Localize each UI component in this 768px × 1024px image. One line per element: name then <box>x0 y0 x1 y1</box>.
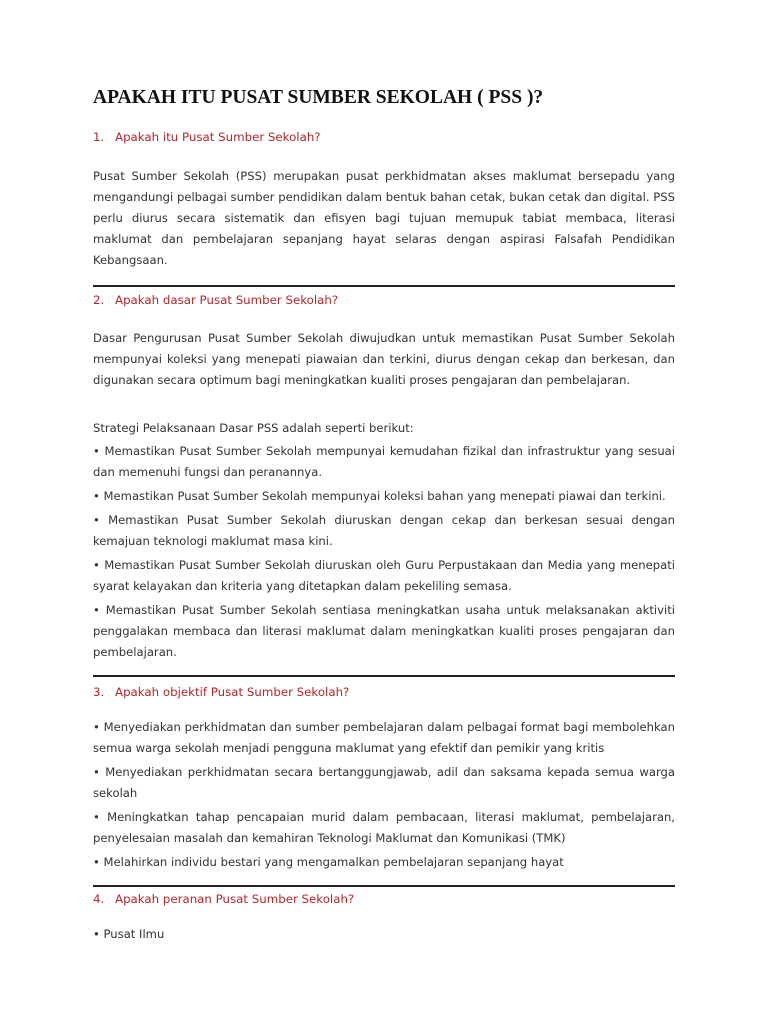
section-3-number: 3. <box>93 685 105 699</box>
section-2-bullet: • Memastikan Pusat Sumber Sekolah diuruskan oleh Guru Perpustakaan dan Media yang menepati syarat kelayakan dan kriteria yang ditetapkan dalam pekeliling semasa. <box>93 558 675 593</box>
section-2-bullet: • Memastikan Pusat Sumber Sekolah mempunyai kemudahan fizikal dan infrastruktur yang sesuai dan memenuhi fungsi dan peranannya. <box>93 444 675 479</box>
section-1-paragraph: Pusat Sumber Sekolah (PSS) merupakan pusat perkhidmatan akses maklumat bersepadu yang mengandungi pelbagai sumber pendidikan dalam bentuk bahan cetak, bukan cetak dan digital. PSS perlu diurus secara sistematik dan efisyen bagi tujuan memupuk tabiat membaca, literasi maklumat dan pembelajaran sepanjang hayat selaras dengan aspirasi Falsafah Pendidikan Kebangsaan. <box>93 169 675 267</box>
section-1-number: 1. <box>93 130 105 144</box>
section-4-heading <box>93 891 675 907</box>
section-3-bullet: • Meningkatkan tahap pencapaian murid dalam pembacaan, literasi maklumat, pembelajaran, penyelesaian masalah dan kemahiran Teknologi Maklumat dan Komunikasi (TMK) <box>93 810 675 845</box>
section-2-bullet: • Memastikan Pusat Sumber Sekolah mempunyai koleksi bahan yang menepati piawai dan terkini. <box>93 489 666 503</box>
section-2-bullet: • Memastikan Pusat Sumber Sekolah sentiasa meningkatkan usaha untuk melaksanakan aktiviti penggalakan membaca dan literasi maklumat dalam meningkatkan kualiti proses pengajaran dan pembelajaran. <box>93 603 675 659</box>
section-3-heading-text: Apakah objektif Pusat Sumber Sekolah? <box>115 685 350 699</box>
section-4-heading-text: Apakah peranan Pusat Sumber Sekolah? <box>115 892 355 906</box>
section-2-number: 2. <box>93 293 105 307</box>
section-4-bullet: • Pusat Ilmu <box>93 927 165 941</box>
section-2-bullet: • Memastikan Pusat Sumber Sekolah diuruskan dengan cekap dan berkesan sesuai dengan kemajuan teknologi maklumat masa kini. <box>93 513 675 548</box>
section-4-number: 4. <box>93 892 105 906</box>
section-divider <box>93 285 675 287</box>
section-3-bullet: • Melahirkan individu bestari yang mengamalkan pembelajaran sepanjang hayat <box>93 855 564 869</box>
section-3-bullet: • Menyediakan perkhidmatan secara bertanggungjawab, adil dan saksama kepada semua warga sekolah <box>93 765 675 800</box>
page-title: APAKAH ITU PUSAT SUMBER SEKOLAH ( PSS )? <box>93 87 544 108</box>
section-3-heading <box>93 684 675 700</box>
section-divider <box>93 675 675 677</box>
section-2-heading <box>93 292 675 308</box>
section-2-intro: Strategi Pelaksanaan Dasar PSS adalah seperti berikut: <box>93 421 414 435</box>
document-page <box>93 0 675 945</box>
section-1-heading-text: Apakah itu Pusat Sumber Sekolah? <box>115 130 321 144</box>
section-1-heading <box>93 129 675 145</box>
section-divider <box>93 885 675 887</box>
section-2-paragraph: Dasar Pengurusan Pusat Sumber Sekolah diwujudkan untuk memastikan Pusat Sumber Sekolah mempunyai koleksi yang menepati piawaian dan terkini, diurus dengan cekap dan berkesan, dan digunakan secara optimum bagi meningkatkan kualiti proses pengajaran dan pembelajaran. <box>93 331 675 387</box>
section-3-bullet: • Menyediakan perkhidmatan dan sumber pembelajaran dalam pelbagai format bagi membolehkan semua warga sekolah menjadi pengguna maklumat yang efektif dan pemikir yang kritis <box>93 720 675 755</box>
section-2-heading-text: Apakah dasar Pusat Sumber Sekolah? <box>115 293 339 307</box>
